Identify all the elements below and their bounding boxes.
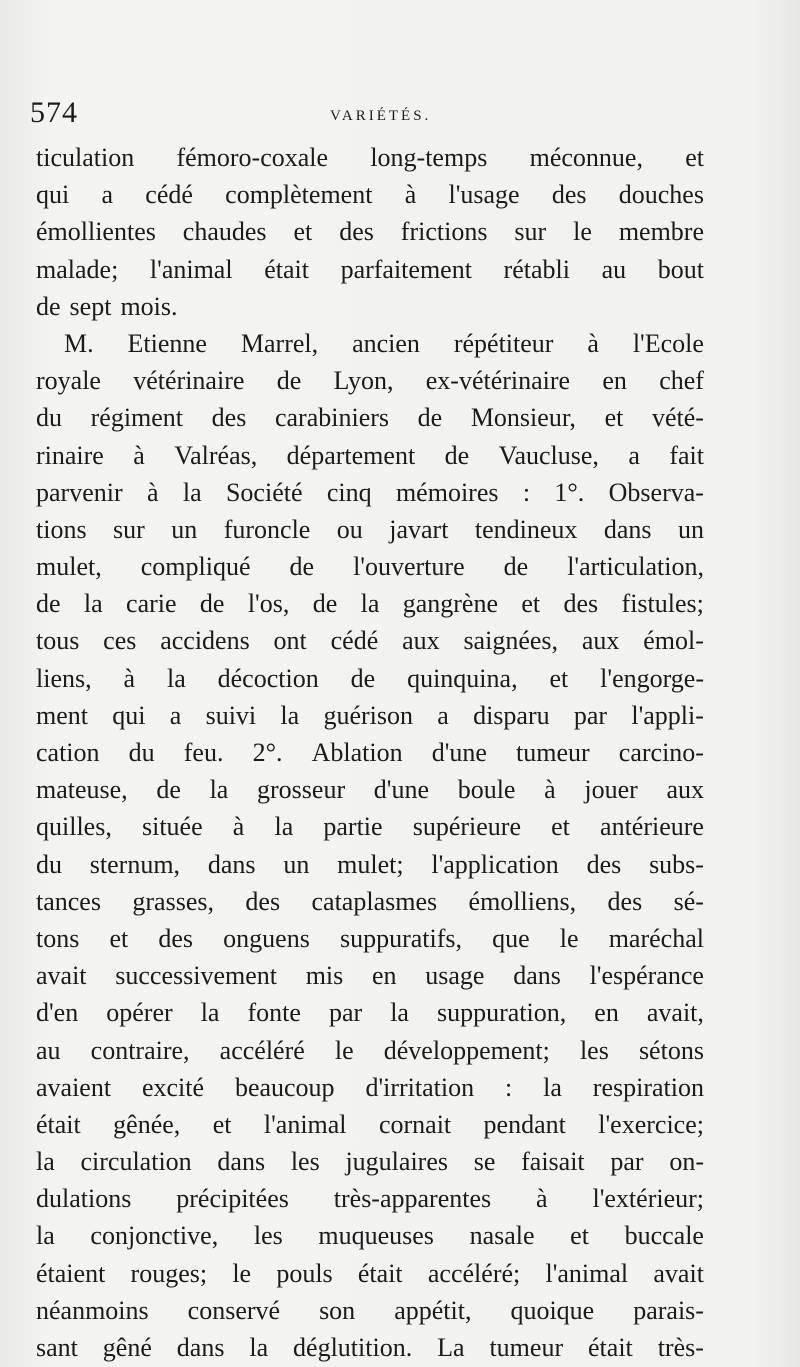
text-line: du sternum, dans un mulet; l'application des subs-	[36, 849, 704, 879]
text-line: au contraire, accéléré le développement; les sétons	[36, 1035, 704, 1065]
text-line: malade; l'animal était parfaitement rétabli au bout	[36, 254, 704, 284]
text-line: tions sur un furoncle ou javart tendineux dans un	[36, 514, 704, 544]
text-line: parvenir à la Société cinq mémoires : 1°. Observa-	[36, 477, 704, 507]
text-line: qui a cédé complètement à l'usage des douches	[36, 180, 704, 210]
text-line: de la carie de l'os, de la gangrène et des fistules;	[36, 589, 704, 619]
text-line: cation du feu. 2°. Ablation d'une tumeur carcino-	[36, 738, 704, 767]
page-header	[30, 96, 750, 136]
text-line: étaient rouges; le pouls était accéléré; l'animal avait	[36, 1258, 704, 1288]
text-line: était gênée, et l'animal cornait pendant l'exercice;	[36, 1109, 704, 1139]
text-line: ment qui a suivi la guérison a disparu par l'appli-	[36, 700, 704, 730]
text-line: sant gêné dans la déglutition. La tumeur était très-	[36, 1333, 704, 1362]
text-line: quilles, située à la partie supérieure et antérieure	[36, 812, 704, 842]
text-line: M. Etienne Marrel, ancien répétiteur à l'Ecole	[64, 328, 704, 358]
text-line: la circulation dans les jugulaires se faisait par on-	[36, 1147, 704, 1177]
text-line: émollientes chaudes et des frictions sur le membre	[36, 217, 704, 247]
text-line: rinaire à Valréas, département de Vaucluse, a fait	[36, 440, 704, 470]
running-head: VARIÉTÉS.	[330, 108, 432, 124]
body-text	[36, 139, 704, 1366]
text-line: néanmoins conservé son appétit, quoique parais-	[36, 1295, 704, 1325]
text-line: d'en opérer la fonte par la suppuration, en avait,	[36, 998, 704, 1028]
text-line: la conjonctive, les muqueuses nasale et buccale	[36, 1221, 704, 1251]
text-line: tances grasses, des cataplasmes émolliens, des sé-	[36, 886, 704, 916]
text-line: ticulation fémoro-coxale long-temps méconnue, et	[36, 143, 704, 172]
page-number: 574	[30, 96, 78, 129]
text-line: avait successivement mis en usage dans l'espérance	[36, 961, 704, 991]
text-line: tons et des onguens suppuratifs, que le maréchal	[36, 923, 704, 953]
text-line: avaient excité beaucoup d'irritation : la respiration	[36, 1072, 704, 1102]
text-line: du régiment des carabiniers de Monsieur, et vété-	[36, 403, 704, 433]
text-line: liens, à la décoction de quinquina, et l'engorge-	[36, 663, 704, 693]
text-line: mulet, compliqué de l'ouverture de l'articulation,	[36, 552, 704, 582]
text-line: royale vétérinaire de Lyon, ex-vétérinaire en chef	[36, 366, 704, 396]
text-line: de sept mois.	[36, 291, 178, 321]
text-line: mateuse, de la grosseur d'une boule à jouer aux	[36, 775, 704, 805]
text-line: dulations précipitées très-apparentes à l'extérieur;	[36, 1184, 704, 1214]
text-line: tous ces accidens ont cédé aux saignées, aux émol-	[36, 626, 704, 656]
